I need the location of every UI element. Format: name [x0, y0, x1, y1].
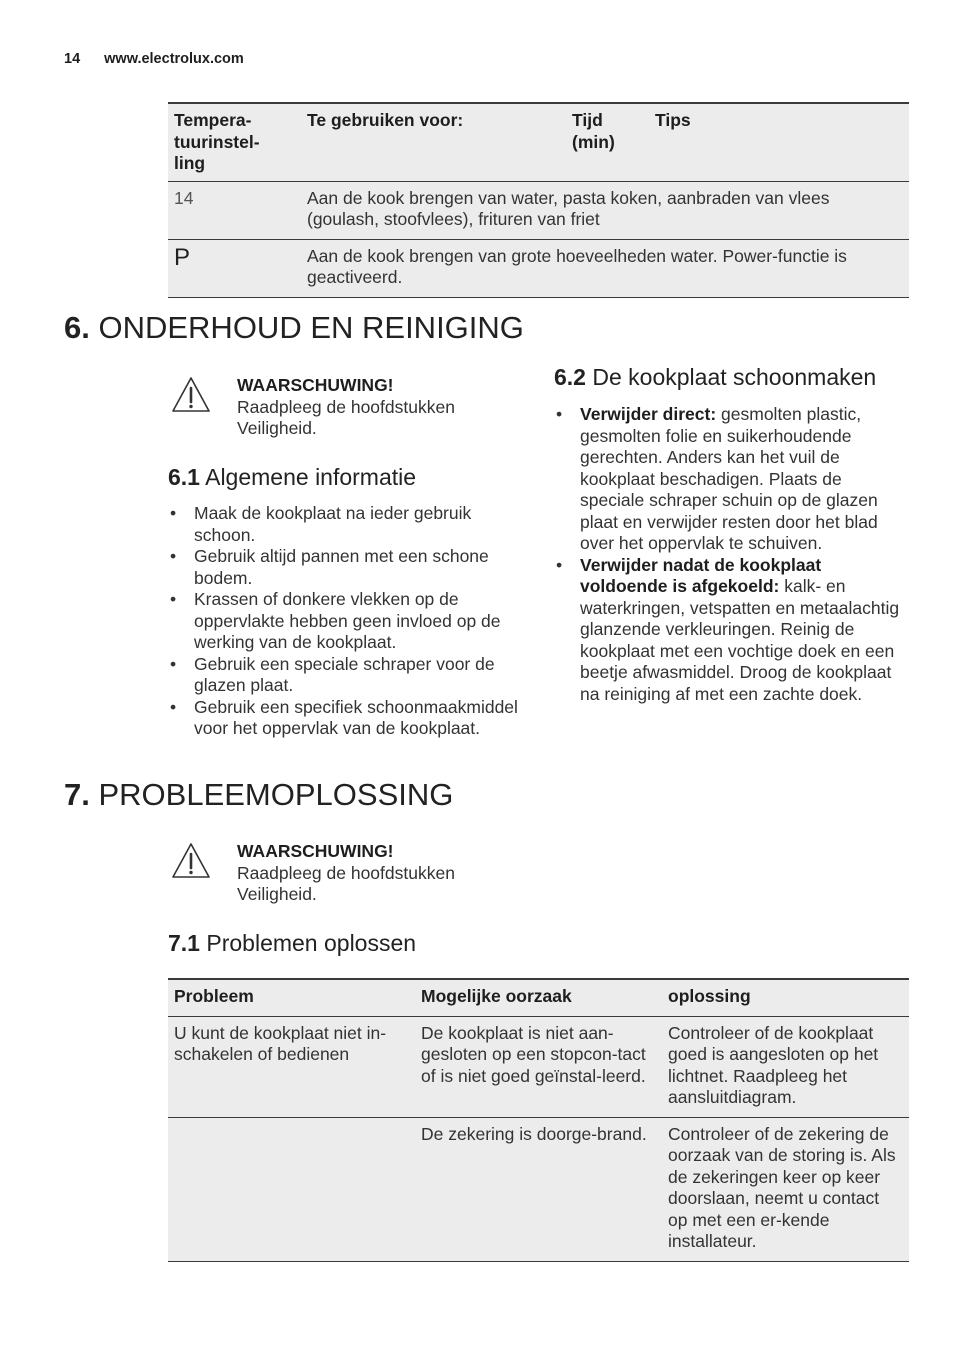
- list-item-text: kalk- en waterkringen, vetspatten en metaalachtig glanzende verkleuringen. Reinig de kookplaat met een vochtige doek en een beetje afwasmiddel. Droog de kookplaat na reiniging af met een zachte doek.: [580, 576, 900, 704]
- section-heading-7: [64, 777, 453, 813]
- subsection-heading-6-2: [554, 363, 876, 391]
- list-item: • Krassen of donkere vlekken op de oppervlakte hebben geen invloed op de werking van de kookplaat.: [168, 589, 522, 654]
- section-title: PROBLEEMOPLOSSING: [98, 777, 454, 812]
- list-item: • Gebruik een specifiek schoonmaakmiddel voor het oppervlak van de kookplaat.: [168, 697, 522, 740]
- cell-problem: [168, 1117, 415, 1261]
- section-number: 7.: [64, 777, 90, 812]
- warning-triangle-icon: [170, 375, 212, 415]
- warning-text: Raadpleeg de hoofdstukken Veiligheid.: [237, 862, 455, 904]
- section-heading-6: [64, 310, 524, 346]
- page-number: 14: [64, 51, 81, 67]
- cleaning-list: [554, 404, 910, 705]
- column-header-tips: Tips: [649, 103, 909, 181]
- list-item: [554, 555, 910, 706]
- subsection-number: 7.1: [168, 930, 200, 956]
- table-header-row: [168, 979, 909, 1016]
- troubleshooting-table: [168, 978, 909, 1262]
- column-header-cause: Mogelijke oorzaak: [415, 979, 662, 1016]
- subsection-number: 6.1: [168, 464, 200, 490]
- table-header-row: [168, 103, 909, 181]
- subsection-title: De kookplaat schoonmaken: [592, 364, 877, 390]
- subsection-title: Problemen oplossen: [206, 930, 417, 956]
- subsection-heading-6-1: [168, 463, 416, 491]
- header-url[interactable]: www.electrolux.com: [104, 51, 244, 67]
- list-item-lead: Verwijder nadat de kookplaat voldoende is afgekoeld:: [580, 554, 822, 596]
- list-item: • Gebruik een speciale schraper voor de glazen plaat.: [168, 654, 522, 697]
- column-header-time: Tijd (min): [566, 103, 649, 181]
- column-header-problem: Probleem: [168, 979, 415, 1016]
- cell-cause: De kookplaat is niet aan-gesloten op een stopcon-tact of is niet goed geïnstal-leerd.: [415, 1016, 662, 1117]
- column-header-use: Te gebruiken voor:: [301, 103, 566, 181]
- table-row: [168, 239, 909, 297]
- column-header-solution: oplossing: [662, 979, 909, 1016]
- warning-title: WAARSCHUWING!: [237, 375, 394, 395]
- warning-triangle-icon: [170, 841, 212, 881]
- list-item: [554, 404, 910, 555]
- cell-cause: De zekering is doorge-brand.: [415, 1117, 662, 1261]
- table-row: [168, 181, 909, 239]
- cell-solution: Controleer of de zekering de oorzaak van de storing is. Als de zekeringen keer op keer doorslaan, neemt u contact op met een er-kende installateur.: [662, 1117, 909, 1261]
- cell-description: Aan de kook brengen van water, pasta koken, aanbraden van vlees (goulash, stoofvlees), frituren van friet: [301, 181, 909, 239]
- section-number: 6.: [64, 310, 90, 345]
- cell-setting: 14: [168, 181, 301, 239]
- cell-setting-power: P: [168, 239, 301, 297]
- page-header: [64, 51, 244, 67]
- list-item: • Gebruik altijd pannen met een schone bodem.: [168, 546, 522, 589]
- subsection-heading-7-1: [168, 929, 416, 957]
- cell-description: Aan de kook brengen van grote hoeveelheden water. Power-functie is geactiveerd.: [301, 239, 909, 297]
- warning-title: WAARSCHUWING!: [237, 841, 394, 861]
- temperature-table: [168, 102, 909, 298]
- cell-problem: U kunt de kookplaat niet in-schakelen of bedienen: [168, 1016, 415, 1117]
- subsection-title: Algemene informatie: [205, 464, 417, 490]
- list-item-lead: Verwijder direct:: [580, 404, 717, 424]
- table-row: [168, 1016, 909, 1117]
- general-info-list: [168, 503, 522, 740]
- list-item: • Maak de kookplaat na ieder gebruik schoon.: [168, 503, 522, 546]
- warning-text: Raadpleeg de hoofdstukken Veiligheid.: [237, 396, 455, 438]
- column-header-setting: Tempera- tuurinstel- ling: [168, 103, 301, 181]
- list-item-text: gesmolten plastic, gesmolten folie en suikerhoudende gerechten. Anders kan het vuil de kookplaat beschadigen. Plaats de speciale schraper schuin op de glazen plaat en verwijder resten door het blad over het oppervlak te schuiven.: [580, 404, 878, 553]
- cell-solution: Controleer of de kookplaat goed is aangesloten op het lichtnet. Raadpleeg het aansluitdiagram.: [662, 1016, 909, 1117]
- subsection-number: 6.2: [554, 364, 586, 390]
- section-title: ONDERHOUD EN REINIGING: [98, 310, 524, 345]
- table-row: [168, 1117, 909, 1261]
